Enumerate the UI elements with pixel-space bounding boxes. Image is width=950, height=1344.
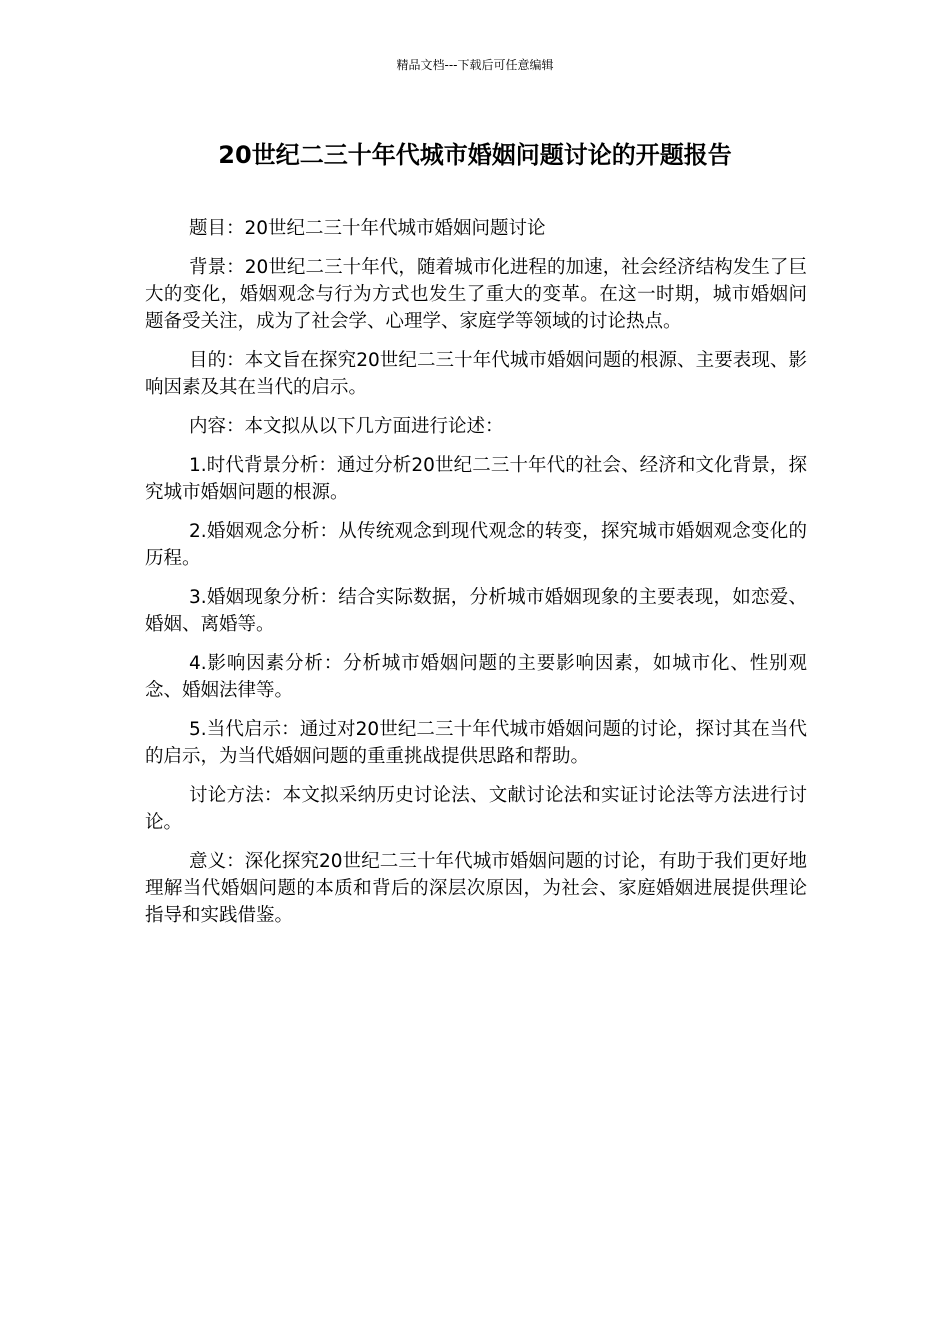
paragraph-item-1: 1.时代背景分析：通过分析20世纪二三十年代的社会、经济和文化背景，探究城市婚姻问题的根源。 [145,455,807,503]
paragraph-item-5: 5.当代启示：通过对20世纪二三十年代城市婚姻问题的讨论，探讨其在当代的启示，为当代婚姻问题的重重挑战提供思路和帮助。 [145,719,807,767]
document-body [145,215,807,941]
paragraph-item-4: 4.影响因素分析：分析城市婚姻问题的主要影响因素，如城市化、性别观念、婚姻法律等。 [145,653,807,701]
paragraph-item-2: 2.婚姻观念分析：从传统观念到现代观念的转变，探究城市婚姻观念变化的历程。 [145,521,807,569]
paragraph-significance: 意义：深化探究20世纪二三十年代城市婚姻问题的讨论，有助于我们更好地理解当代婚姻问题的本质和背后的深层次原因，为社会、家庭婚姻进展提供理论指导和实践借鉴。 [145,851,807,926]
paragraph-method: 讨论方法：本文拟采纳历史讨论法、文献讨论法和实证讨论法等方法进行讨论。 [145,785,807,833]
paragraph-item-3: 3.婚姻现象分析：结合实际数据，分析城市婚姻现象的主要表现，如恋爱、婚姻、离婚等。 [145,587,807,635]
paragraph-content: 内容：本文拟从以下几方面进行论述： [189,416,504,437]
paragraph-background: 背景：20世纪二三十年代，随着城市化进程的加速，社会经济结构发生了巨大的变化，婚姻观念与行为方式也发生了重大的变革。在这一时期，城市婚姻问题备受关注，成为了社会学、心理学、家庭学等领域的讨论热点。 [145,257,807,332]
paragraph-purpose: 目的：本文旨在探究20世纪二三十年代城市婚姻问题的根源、主要表现、影响因素及其在当代的启示。 [145,350,807,398]
header-note: 精品文档---下载后可任意编辑 [396,58,554,72]
paragraph-topic: 题目：20世纪二三十年代城市婚姻问题讨论 [189,218,546,239]
document-title: 20世纪二三十年代城市婚姻问题讨论的开题报告 [218,141,732,169]
